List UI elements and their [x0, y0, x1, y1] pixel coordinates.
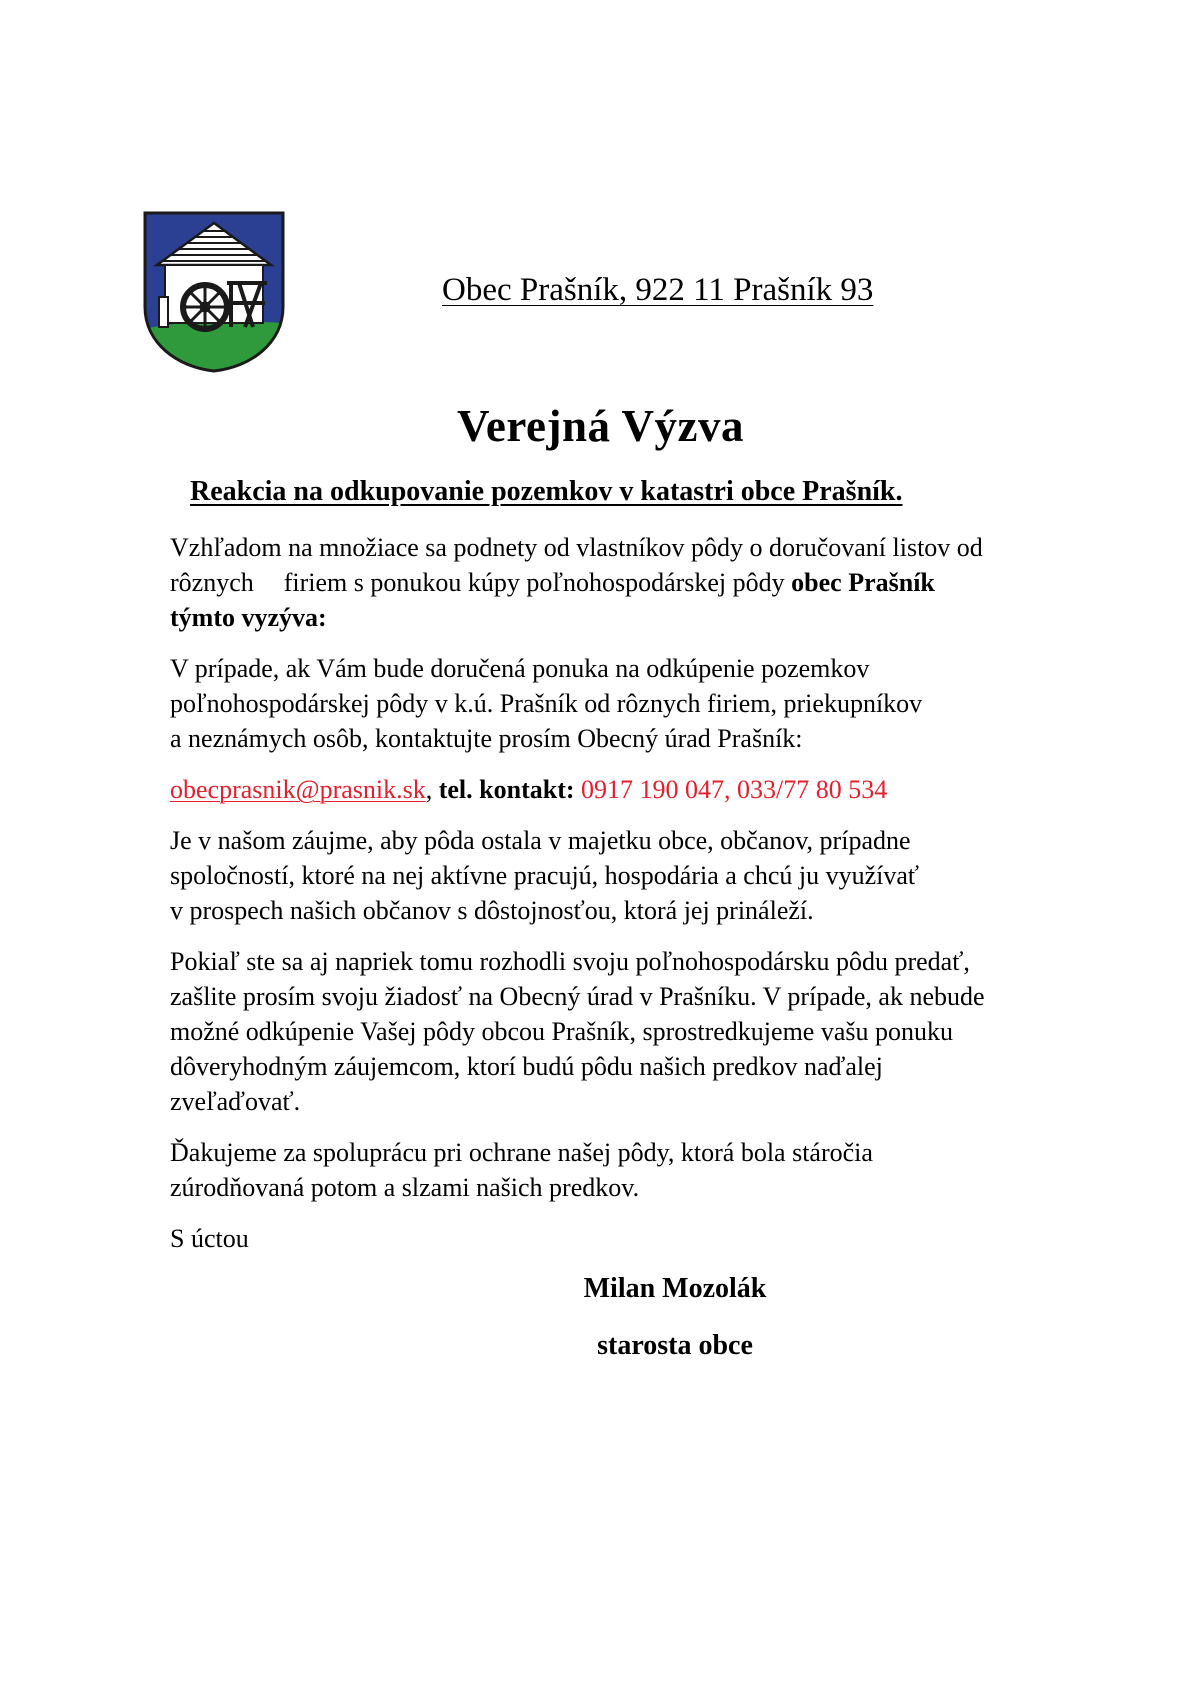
- paragraph-thanks: [170, 1135, 1070, 1205]
- text-emphasis: obec Prašník: [791, 568, 935, 597]
- separator: ,: [425, 775, 433, 804]
- text-line: možné odkúpenie Vašej pôdy obcou Prašník, sprostredkujeme vašu ponuku: [170, 1017, 953, 1046]
- municipal-crest-icon: [143, 211, 285, 373]
- signatory-role: starosta obce: [597, 1330, 753, 1361]
- signatory-name: Milan Mozolák: [583, 1273, 767, 1304]
- paragraph-contact: [170, 772, 1070, 807]
- closing-salutation: S úctou: [170, 1224, 249, 1253]
- text-line: V prípade, ak Vám bude doručená ponuka na odkúpenie pozemkov: [170, 654, 870, 683]
- text-line: rôznych: [170, 568, 254, 597]
- text-line: zúrodňovaná potom a slzami našich predkov.: [170, 1173, 640, 1202]
- email-link[interactable]: obecprasnik@prasnik.sk: [170, 775, 426, 804]
- text-line: a neznámych osôb, kontaktujte prosím Obecný úrad Prašník:: [170, 724, 803, 753]
- text-line: Ďakujeme za spoluprácu pri ochrane našej pôdy, ktorá bola stáročia: [170, 1138, 873, 1167]
- text-emphasis: týmto vyzýva:: [170, 603, 327, 632]
- municipality-address: Obec Prašník, 922 11 Prašník 93: [442, 272, 874, 308]
- text-line: Je v našom záujme, aby pôda ostala v majetku obce, občanov, prípadne: [170, 826, 911, 855]
- text-line: poľnohospodárskej pôdy v k.ú. Prašník od rôznych firiem, priekupníkov: [170, 689, 923, 718]
- letter-body: [170, 530, 1070, 1272]
- paragraph-interest: [170, 823, 1070, 928]
- paragraph-intro: [170, 530, 1070, 635]
- text-line: dôveryhodným záujemcom, ktorí budú pôdu našich predkov naďalej: [170, 1052, 883, 1081]
- page-subtitle: Reakcia na odkupovanie pozemkov v katastri obce Prašník.: [190, 476, 903, 507]
- paragraph-sale: [170, 944, 1070, 1119]
- text-line: v prospech našich občanov s dôstojnosťou, ktorá jej prináleží.: [170, 896, 814, 925]
- text-line: Vzhľadom na množiace sa podnety od vlastníkov pôdy o doručovaní listov od: [170, 533, 983, 562]
- page-title: Verejná Výzva: [457, 401, 744, 451]
- text-line: zašlite prosím svoju žiadosť na Obecný úrad v Prašníku. V prípade, ak nebude: [170, 982, 985, 1011]
- text-line: zveľaďovať.: [170, 1087, 301, 1116]
- text-line: firiem s ponukou kúpy poľnohospodárskej pôdy: [283, 568, 785, 597]
- text-line: Pokiaľ ste sa aj napriek tomu rozhodli svoju poľnohospodársku pôdu predať,: [170, 947, 970, 976]
- phone-numbers: 0917 190 047, 033/77 80 534: [581, 775, 888, 804]
- phone-label: tel. kontakt:: [438, 775, 575, 804]
- text-line: spoločností, ktoré na nej aktívne pracujú, hospodária a chcú ju využívať: [170, 861, 919, 890]
- paragraph-offer: [170, 651, 1070, 756]
